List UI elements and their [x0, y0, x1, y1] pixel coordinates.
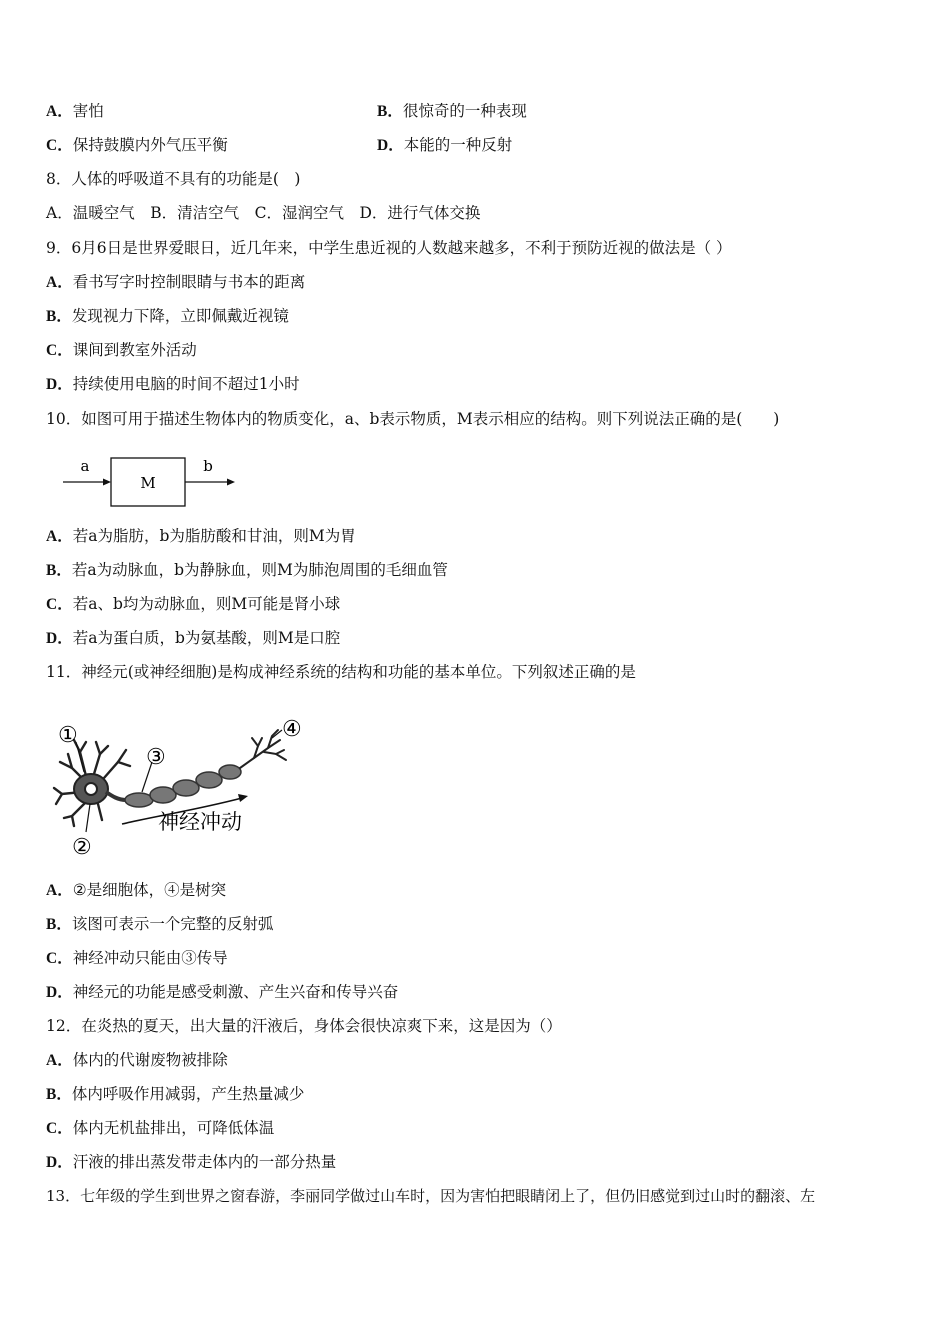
q12-option-a: A．体内的代谢废物被排除	[46, 1051, 228, 1069]
marker-2: ②	[72, 835, 92, 860]
q9-option-b: B．发现视力下降，立即佩戴近视镜	[46, 307, 289, 325]
q10-box-label: M	[140, 474, 156, 492]
q7-option-b: B．很惊奇的一种表现	[377, 102, 527, 120]
q10-option-b: B．若a为动脉血，b为静脉血，则M为肺泡周围的毛细血管	[46, 561, 448, 579]
myelin-sheath	[125, 765, 241, 807]
axon	[106, 792, 126, 800]
q10-option-c: C．若a、b均为动脉血，则M可能是肾小球	[46, 595, 341, 613]
marker-1: ①	[58, 723, 78, 748]
q7-option-a: A．害怕	[46, 102, 104, 120]
pointer-2	[86, 804, 90, 832]
q11-stem: 11．神经元(或神经细胞)是构成神经系统的结构和功能的基本单位。下列叙述正确的是	[46, 663, 636, 681]
q10-option-d: D．若a为蛋白质，b为氨基酸，则M是口腔	[46, 629, 341, 647]
q8-options: A．温暖空气 B．清洁空气 C．湿润空气 D．进行气体交换	[46, 204, 481, 222]
marker-3: ③	[146, 745, 166, 770]
q10-output-label: b	[203, 457, 213, 475]
q11-option-b: B．该图可表示一个完整的反射弧	[46, 915, 274, 933]
q12-option-d: D．汗液的排出蒸发带走体内的一部分热量	[46, 1153, 337, 1171]
axon-terminals	[240, 730, 286, 768]
q9-option-d: D．持续使用电脑的时间不超过1小时	[46, 375, 300, 393]
q9-option-a: A．看书写字时控制眼睛与书本的距离	[46, 273, 306, 291]
marker-4: ④	[282, 717, 302, 742]
q11-option-d: D．神经元的功能是感受刺激、产生兴奋和传导兴奋	[46, 983, 399, 1001]
neuron-figure	[46, 712, 316, 862]
q11-option-c: C．神经冲动只能由③传导	[46, 949, 228, 967]
q9-stem: 9．6月6日是世界爱眼日，近几年来，中学生患近视的人数越来越多，不利于预防近视的做法是（ ）	[46, 239, 732, 257]
q13-stem: 13．七年级的学生到世界之窗春游，李丽同学做过山车时，因为害怕把眼睛闭上了，但仍旧感觉到过山时的翻滚、左	[46, 1187, 816, 1205]
q9-option-c: C．课间到教室外活动	[46, 341, 197, 359]
q12-stem: 12．在炎热的夏天，出大量的汗液后，身体会很快凉爽下来，这是因为（）	[46, 1017, 562, 1035]
q12-option-b: B．体内呼吸作用减弱，产生热量减少	[46, 1085, 305, 1103]
q10-stem: 10．如图可用于描述生物体内的物质变化，a、b表示物质，M表示相应的结构。则下列说法正确的是( )	[46, 410, 780, 428]
q8-stem: 8．人体的呼吸道不具有的功能是( )	[46, 170, 301, 188]
q10-input-arrowhead	[103, 479, 111, 486]
figure-caption: 神经冲动	[158, 810, 242, 834]
q11-option-a: A．②是细胞体，④是树突	[46, 881, 227, 899]
q10-flow-diagram	[55, 452, 255, 514]
impulse-arrowhead	[238, 794, 248, 802]
q10-output-arrowhead	[227, 479, 235, 486]
q7-option-d: D．本能的一种反射	[377, 136, 513, 154]
q10-option-a: A．若a为脂肪，b为脂肪酸和甘油，则M为胃	[46, 527, 356, 545]
nucleus	[85, 783, 97, 795]
q10-input-label: a	[80, 457, 90, 475]
q7-option-c: C．保持鼓膜内外气压平衡	[46, 136, 228, 154]
q12-option-c: C．体内无机盐排出，可降低体温	[46, 1119, 275, 1137]
